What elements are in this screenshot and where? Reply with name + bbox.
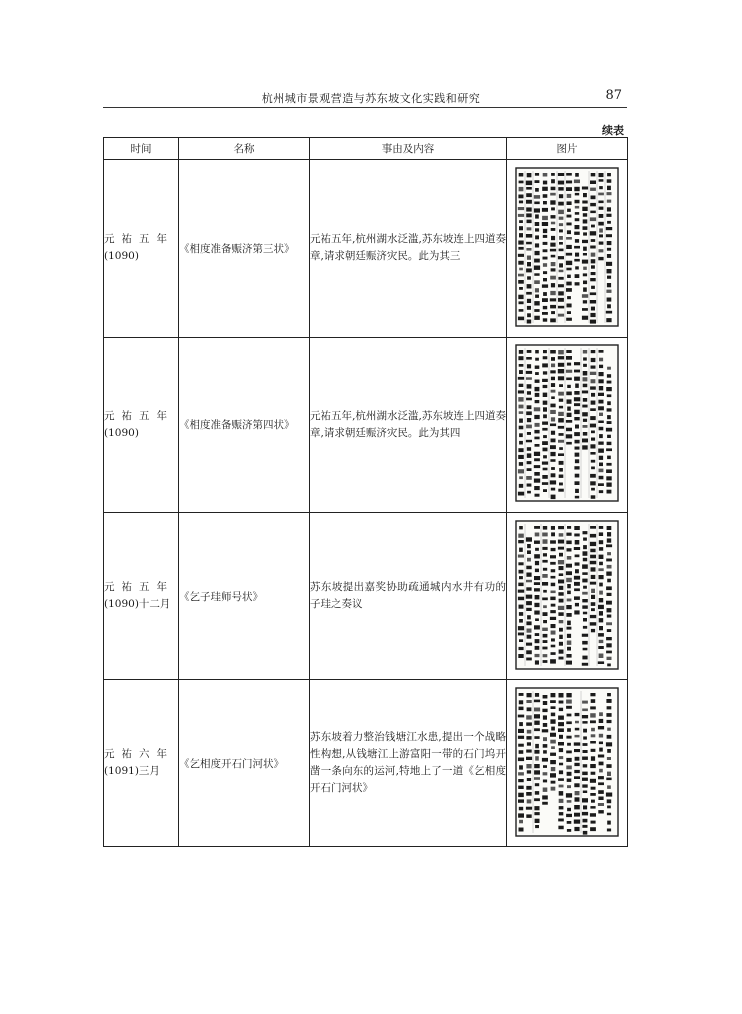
document-name: 《相度准备赈济第四状》 [179, 337, 310, 513]
table-row [104, 337, 628, 513]
manuscript-scan-image [515, 167, 619, 327]
continued-label: 续表 [602, 124, 624, 137]
column-header-content: 事由及内容 [310, 138, 507, 160]
table-row [104, 160, 628, 338]
time-year: 元祐六年 [104, 748, 174, 761]
page-number: 87 [605, 88, 622, 103]
column-header-image: 图片 [507, 138, 628, 160]
column-header-time: 时间 [104, 138, 179, 160]
time-cell [104, 160, 179, 338]
time-detail: (1090)十二月 [104, 598, 171, 611]
table-header-row [104, 138, 628, 160]
manuscript-scan-image [515, 520, 619, 670]
time-cell [104, 680, 179, 847]
time-detail: (1090) [104, 250, 139, 263]
document-name: 《相度准备赈济第三状》 [179, 160, 310, 338]
time-cell [104, 513, 179, 680]
running-header-title: 杭州城市景观营造与苏东坡文化实践和研究 [261, 92, 481, 105]
time-detail: (1090) [104, 426, 139, 439]
document-description: 苏东坡着力整治钱塘江水患,提出一个战略性构想,从钱塘江上游富阳一带的石门坞开凿一条向东的运河,特地上了一道《乞相度开石门河状》 [310, 680, 507, 847]
document-description: 苏东坡提出嘉奖协助疏通城内水井有功的子珪之奏议 [310, 513, 507, 680]
time-year: 元祐五年 [104, 233, 174, 246]
records-table [103, 137, 628, 847]
document-description: 元祐五年,杭州湖水泛滥,苏东坡连上四道奏章,请求朝廷赈济灾民。此为其四 [310, 337, 507, 513]
document-name: 《乞子珪师号状》 [179, 513, 310, 680]
time-cell [104, 337, 179, 513]
time-year: 元祐五年 [104, 409, 174, 422]
image-cell [507, 680, 628, 847]
time-year: 元祐五年 [104, 581, 174, 594]
manuscript-scan-image [515, 344, 619, 502]
document-description: 元祐五年,杭州湖水泛滥,苏东坡连上四道奏章,请求朝廷赈济灾民。此为其三 [310, 160, 507, 338]
image-cell [507, 337, 628, 513]
table-row [104, 680, 628, 847]
document-name: 《乞相度开石门河状》 [179, 680, 310, 847]
image-cell [507, 513, 628, 680]
manuscript-scan-image [515, 687, 619, 837]
image-cell [507, 160, 628, 338]
table-row [104, 513, 628, 680]
time-detail: (1091)三月 [104, 765, 160, 778]
column-header-name: 名称 [179, 138, 310, 160]
header-rule [103, 107, 627, 108]
